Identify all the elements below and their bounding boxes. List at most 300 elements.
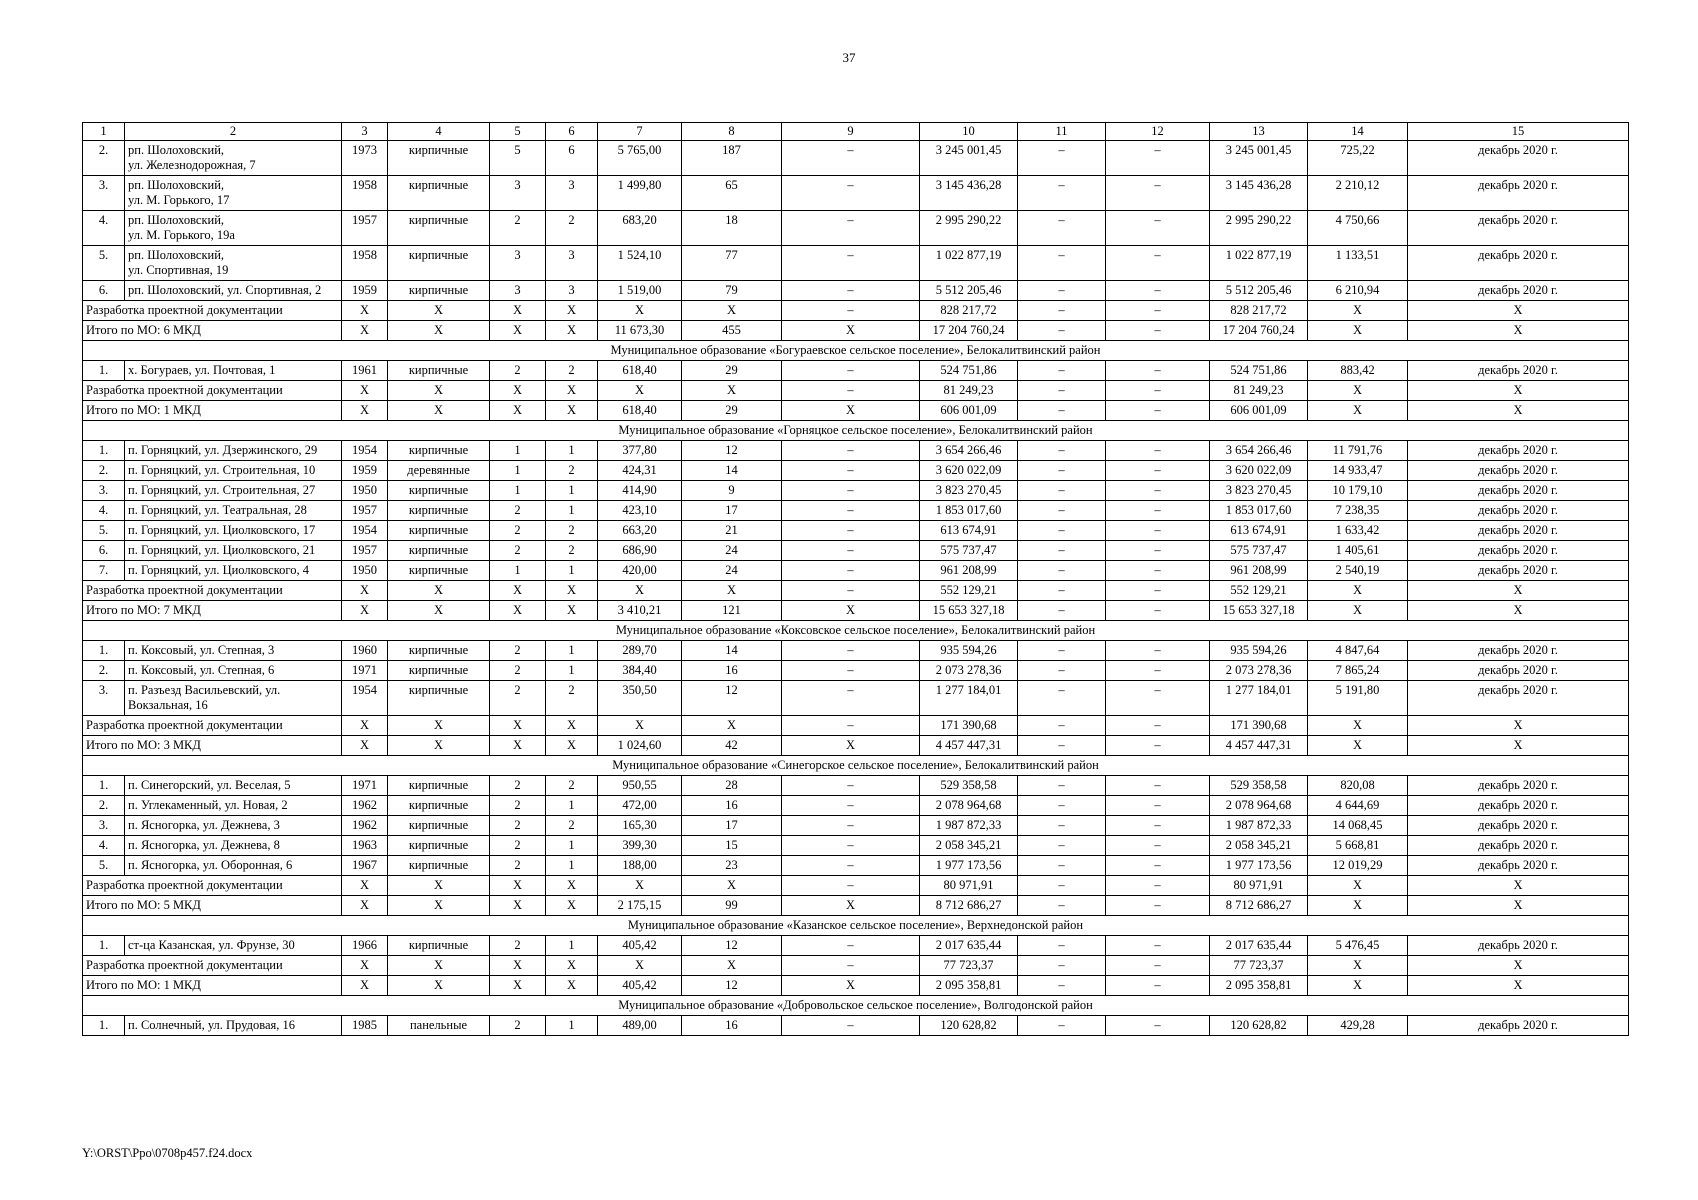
table-cell: 420,00 [598,561,682,581]
table-cell: – [782,441,920,461]
table-cell: 935 594,26 [1210,641,1308,661]
summary-cell: – [1018,601,1106,621]
table-cell: – [782,481,920,501]
table-cell: – [1106,856,1210,876]
building-row [83,501,1629,521]
summary-cell: 99 [682,896,782,916]
column-header-cell: 14 [1308,123,1408,141]
table-cell: 3 620 022,09 [920,461,1018,481]
table-cell: 1 [546,796,598,816]
summary-cell: – [1018,716,1106,736]
summary-cell: X [490,716,546,736]
summary-cell: 80 971,91 [1210,876,1308,896]
column-header-cell: 5 [490,123,546,141]
table-cell: декабрь 2020 г. [1408,176,1629,211]
summary-label: Итого по МО: 6 МКД [83,321,342,341]
table-cell: 5 191,80 [1308,681,1408,716]
table-cell: 6. [83,541,125,561]
summary-cell: X [342,381,388,401]
table-cell: 23 [682,856,782,876]
summary-cell: 80 971,91 [920,876,1018,896]
summary-cell: X [490,896,546,916]
table-cell: 2 [490,776,546,796]
summary-cell: 618,40 [598,401,682,421]
table-cell: 1 [546,561,598,581]
table-cell: 2 [546,461,598,481]
table-cell: кирпичные [388,441,490,461]
summary-cell: X [1308,601,1408,621]
table-cell: – [1018,681,1106,716]
table-cell: 14 [682,461,782,481]
table-cell: 2 [490,501,546,521]
table-cell: 1 987 872,33 [1210,816,1308,836]
summary-cell: X [1308,716,1408,736]
summary-cell: 15 653 327,18 [920,601,1018,621]
summary-cell: – [1018,736,1106,756]
table-cell: 820,08 [1308,776,1408,796]
table-cell: 524 751,86 [1210,361,1308,381]
summary-cell: X [342,301,388,321]
summary-cell: 606 001,09 [1210,401,1308,421]
summary-cell: X [546,716,598,736]
table-cell: 384,40 [598,661,682,681]
table-cell: 3 145 436,28 [920,176,1018,211]
table-cell: декабрь 2020 г. [1408,521,1629,541]
summary-cell: X [388,381,490,401]
table-cell: кирпичные [388,836,490,856]
summary-cell: X [1408,581,1629,601]
table-cell: 4. [83,211,125,246]
housing-table-container [82,122,1628,1036]
table-cell: – [1106,1016,1210,1036]
summary-cell: – [1018,301,1106,321]
table-cell: 2 058 345,21 [1210,836,1308,856]
table-cell: 1962 [342,796,388,816]
table-cell: 29 [682,361,782,381]
column-header-cell: 12 [1106,123,1210,141]
table-cell: декабрь 2020 г. [1408,816,1629,836]
building-row [83,176,1629,211]
summary-cell: – [782,381,920,401]
table-cell: 1. [83,936,125,956]
table-cell: 1960 [342,641,388,661]
table-cell: кирпичные [388,481,490,501]
summary-cell: X [490,401,546,421]
table-cell: 1 [546,481,598,501]
building-row [83,776,1629,796]
summary-cell: 4 457 447,31 [1210,736,1308,756]
table-cell: 77 [682,246,782,281]
table-cell: 2 017 635,44 [920,936,1018,956]
column-header-cell: 2 [125,123,342,141]
table-cell: декабрь 2020 г. [1408,641,1629,661]
table-cell: – [1106,936,1210,956]
summary-cell: – [782,876,920,896]
summary-cell: X [342,716,388,736]
building-row [83,361,1629,381]
table-cell: – [782,176,920,211]
table-cell: 2. [83,661,125,681]
table-cell: 1. [83,361,125,381]
building-row [83,816,1629,836]
table-cell: 7 238,35 [1308,501,1408,521]
table-cell: 24 [682,561,782,581]
summary-row [83,301,1629,321]
table-cell: 529 358,58 [920,776,1018,796]
summary-cell: 42 [682,736,782,756]
table-cell: 2 995 290,22 [1210,211,1308,246]
table-cell: – [1018,641,1106,661]
table-cell: – [1018,1016,1106,1036]
summary-cell: – [782,716,920,736]
building-row [83,661,1629,681]
building-row [83,856,1629,876]
summary-cell: X [682,956,782,976]
table-cell: – [1106,441,1210,461]
summary-label: Итого по МО: 7 МКД [83,601,342,621]
table-cell: декабрь 2020 г. [1408,211,1629,246]
summary-cell: X [1408,876,1629,896]
summary-cell: – [1018,321,1106,341]
table-cell: 613 674,91 [1210,521,1308,541]
table-cell: 2 017 635,44 [1210,936,1308,956]
summary-cell: X [546,736,598,756]
table-cell: 1 987 872,33 [920,816,1018,836]
municipality-section-row [83,621,1629,641]
summary-cell: X [342,896,388,916]
building-row [83,541,1629,561]
table-cell: 187 [682,141,782,176]
summary-cell: X [1308,896,1408,916]
table-cell: 2 [490,856,546,876]
summary-label: Разработка проектной документации [83,716,342,736]
table-cell: 1. [83,776,125,796]
table-cell: 1 633,42 [1308,521,1408,541]
building-row [83,681,1629,716]
table-cell: кирпичные [388,211,490,246]
table-cell: – [782,1016,920,1036]
table-cell: 5. [83,246,125,281]
table-cell: 21 [682,521,782,541]
summary-cell: X [598,581,682,601]
table-cell: 1 [490,481,546,501]
table-cell: декабрь 2020 г. [1408,501,1629,521]
municipality-title: Муниципальное образование «Добровольское сельское поселение», Волгодонской район [83,996,1629,1016]
table-cell: кирпичные [388,856,490,876]
summary-cell: X [782,321,920,341]
summary-cell: X [342,956,388,976]
summary-cell: 121 [682,601,782,621]
summary-cell: 171 390,68 [920,716,1018,736]
address-cell: п. Горняцкий, ул. Театральная, 28 [125,501,342,521]
table-cell: 1958 [342,176,388,211]
table-cell: 4 644,69 [1308,796,1408,816]
table-cell: 2 [546,521,598,541]
summary-cell: 81 249,23 [920,381,1018,401]
table-cell: 6 210,94 [1308,281,1408,301]
summary-cell: – [1018,581,1106,601]
table-cell: 1 [546,501,598,521]
summary-cell: X [490,876,546,896]
summary-cell: – [1106,976,1210,996]
address-cell: п. Солнечный, ул. Прудовая, 16 [125,1016,342,1036]
summary-cell: X [682,381,782,401]
summary-cell: 3 410,21 [598,601,682,621]
summary-cell: X [682,301,782,321]
building-row [83,246,1629,281]
table-cell: – [1018,521,1106,541]
table-cell: – [1018,361,1106,381]
table-cell: 1 [490,461,546,481]
table-cell: – [782,361,920,381]
table-cell: 1950 [342,481,388,501]
address-cell: ст-ца Казанская, ул. Фрунзе, 30 [125,936,342,956]
summary-cell: X [598,716,682,736]
table-cell: 16 [682,1016,782,1036]
table-cell: 1 853 017,60 [1210,501,1308,521]
summary-cell: – [1106,401,1210,421]
municipality-title: Муниципальное образование «Казанское сельское поселение», Верхнедонской район [83,916,1629,936]
summary-cell: 405,42 [598,976,682,996]
table-cell: 663,20 [598,521,682,541]
municipality-section-row [83,996,1629,1016]
table-cell: 3 [490,281,546,301]
table-cell: – [1018,141,1106,176]
table-cell: 5 512 205,46 [920,281,1018,301]
table-cell: декабрь 2020 г. [1408,361,1629,381]
table-cell: 725,22 [1308,141,1408,176]
table-cell: 4 847,64 [1308,641,1408,661]
table-cell: декабрь 2020 г. [1408,441,1629,461]
column-header-cell: 3 [342,123,388,141]
table-cell: 18 [682,211,782,246]
building-row [83,461,1629,481]
table-cell: 1 [546,661,598,681]
summary-row [83,956,1629,976]
table-cell: кирпичные [388,361,490,381]
table-cell: 1. [83,641,125,661]
table-cell: 1971 [342,661,388,681]
summary-row [83,716,1629,736]
summary-cell: X [490,976,546,996]
table-cell: 15 [682,836,782,856]
table-cell: 9 [682,481,782,501]
table-cell: – [1018,561,1106,581]
building-row [83,211,1629,246]
table-cell: деревянные [388,461,490,481]
summary-label: Разработка проектной документации [83,581,342,601]
summary-row [83,381,1629,401]
summary-cell: – [1018,876,1106,896]
table-cell: – [782,936,920,956]
summary-cell: – [1018,401,1106,421]
summary-cell: X [342,876,388,896]
summary-cell: 12 [682,976,782,996]
table-cell: 7 865,24 [1308,661,1408,681]
table-cell: 17 [682,816,782,836]
summary-cell: X [388,321,490,341]
summary-cell: – [1106,736,1210,756]
summary-row [83,876,1629,896]
table-cell: – [1018,836,1106,856]
address-cell: п. Коксовый, ул. Степная, 6 [125,661,342,681]
table-cell: 350,50 [598,681,682,716]
table-cell: – [782,796,920,816]
table-cell: 2 [490,936,546,956]
summary-cell: – [1106,876,1210,896]
municipality-title: Муниципальное образование «Богураевское сельское поселение», Белокалитвинский район [83,341,1629,361]
table-cell: декабрь 2020 г. [1408,796,1629,816]
summary-cell: X [388,876,490,896]
table-cell: 7. [83,561,125,581]
table-cell: – [1018,816,1106,836]
summary-cell: 8 712 686,27 [920,896,1018,916]
table-cell: 489,00 [598,1016,682,1036]
address-cell: рп. Шолоховский, ул. Спортивная, 19 [125,246,342,281]
table-cell: 1 022 877,19 [920,246,1018,281]
table-cell: 883,42 [1308,361,1408,381]
summary-cell: X [1408,736,1629,756]
building-row [83,836,1629,856]
summary-cell: X [1408,896,1629,916]
table-cell: – [782,681,920,716]
table-cell: – [1106,211,1210,246]
table-cell: 3. [83,681,125,716]
table-cell: кирпичные [388,281,490,301]
summary-cell: 828 217,72 [1210,301,1308,321]
summary-label: Итого по МО: 3 МКД [83,736,342,756]
table-cell: панельные [388,1016,490,1036]
table-cell: – [1018,461,1106,481]
summary-cell: 15 653 327,18 [1210,601,1308,621]
table-cell: 1 [546,856,598,876]
table-cell: – [782,461,920,481]
table-cell: – [782,641,920,661]
summary-cell: X [1408,976,1629,996]
table-cell: кирпичные [388,776,490,796]
table-cell: – [782,521,920,541]
table-cell: – [782,211,920,246]
summary-cell: 171 390,68 [1210,716,1308,736]
municipality-section-row [83,421,1629,441]
summary-cell: X [546,976,598,996]
table-cell: 10 179,10 [1308,481,1408,501]
table-cell: 1 499,80 [598,176,682,211]
table-cell: декабрь 2020 г. [1408,541,1629,561]
table-cell: 5 476,45 [1308,936,1408,956]
table-cell: 613 674,91 [920,521,1018,541]
table-cell: 2 058 345,21 [920,836,1018,856]
summary-cell: X [546,321,598,341]
table-cell: 1 405,61 [1308,541,1408,561]
address-cell: п. Горняцкий, ул. Циолковского, 4 [125,561,342,581]
table-cell: 2. [83,796,125,816]
table-cell: 2 540,19 [1308,561,1408,581]
page-number: 37 [842,50,856,65]
building-row [83,481,1629,501]
table-cell: 1 977 173,56 [920,856,1018,876]
table-cell: кирпичные [388,521,490,541]
address-cell: п. Синегорский, ул. Веселая, 5 [125,776,342,796]
table-cell: – [1106,141,1210,176]
summary-cell: X [490,581,546,601]
table-cell: 3 [546,176,598,211]
table-cell: 28 [682,776,782,796]
summary-cell: 29 [682,401,782,421]
table-cell: 14 933,47 [1308,461,1408,481]
table-cell: 65 [682,176,782,211]
table-cell: 2 078 964,68 [1210,796,1308,816]
summary-row [83,976,1629,996]
table-cell: – [782,281,920,301]
table-cell: кирпичные [388,501,490,521]
table-cell: – [782,856,920,876]
column-header-cell: 10 [920,123,1018,141]
summary-cell: X [782,976,920,996]
table-cell: 120 628,82 [920,1016,1018,1036]
summary-cell: X [546,301,598,321]
summary-cell: X [342,401,388,421]
building-row [83,641,1629,661]
table-cell: 1 [546,441,598,461]
table-cell: 1973 [342,141,388,176]
summary-cell: X [782,401,920,421]
table-cell: кирпичные [388,681,490,716]
column-header-cell: 9 [782,123,920,141]
table-cell: 1 524,10 [598,246,682,281]
table-cell: 2 078 964,68 [920,796,1018,816]
table-cell: 414,90 [598,481,682,501]
summary-label: Разработка проектной документации [83,301,342,321]
table-cell: кирпичные [388,176,490,211]
summary-cell: X [1308,381,1408,401]
summary-cell: – [1106,381,1210,401]
address-cell: п. Углекаменный, ул. Новая, 2 [125,796,342,816]
table-cell: 79 [682,281,782,301]
table-cell: 3. [83,816,125,836]
table-cell: 1 [546,936,598,956]
summary-cell: X [546,876,598,896]
table-cell: 529 358,58 [1210,776,1308,796]
summary-cell: 8 712 686,27 [1210,896,1308,916]
table-cell: – [782,501,920,521]
summary-cell: X [388,581,490,601]
address-cell: п. Горняцкий, ул. Строительная, 10 [125,461,342,481]
table-cell: – [1106,541,1210,561]
table-cell: – [1106,776,1210,796]
summary-cell: X [682,876,782,896]
summary-cell: X [1408,956,1629,976]
summary-cell: – [782,956,920,976]
table-cell: 1961 [342,361,388,381]
summary-cell: 455 [682,321,782,341]
summary-cell: X [388,976,490,996]
table-cell: – [782,246,920,281]
summary-cell: 17 204 760,24 [920,321,1018,341]
table-cell: 2 [490,521,546,541]
summary-cell: X [782,896,920,916]
summary-cell: 828 217,72 [920,301,1018,321]
table-cell: декабрь 2020 г. [1408,481,1629,501]
column-header-cell: 1 [83,123,125,141]
table-cell: 950,55 [598,776,682,796]
table-cell: декабрь 2020 г. [1408,561,1629,581]
table-cell: 3 245 001,45 [1210,141,1308,176]
address-cell: п. Горняцкий, ул. Строительная, 27 [125,481,342,501]
summary-label: Разработка проектной документации [83,956,342,976]
table-cell: – [782,141,920,176]
table-cell: 1950 [342,561,388,581]
